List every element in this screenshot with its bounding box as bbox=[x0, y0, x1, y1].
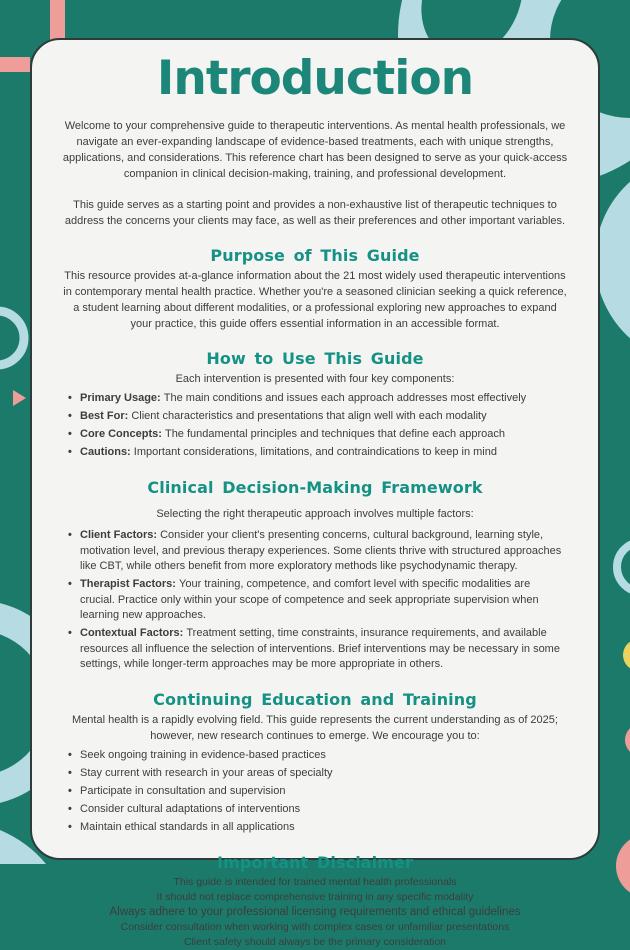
how-to-bullet: • Best For: Client characteristics and presentations that align well with each modality bbox=[68, 409, 568, 425]
education-bullet-list bbox=[68, 748, 568, 838]
ring-decoration-icon bbox=[0, 311, 24, 365]
section-heading-disclaimer: Important Disclaimer bbox=[217, 853, 413, 873]
education-bullet: • Consider cultural adaptations of interventions bbox=[68, 802, 568, 818]
education-lead: Mental health is a rapidly evolving field. This guide represents the current understanding as of 2025; however, new research continues to emerge. We encourage you to: bbox=[72, 714, 558, 743]
how-to-lead: Each intervention is presented with four key components: bbox=[175, 373, 455, 386]
how-to-bullet-list bbox=[68, 391, 568, 463]
section-heading-framework: Clinical Decision-Making Framework bbox=[147, 478, 483, 498]
triangle-decoration-icon bbox=[13, 390, 26, 406]
disclaimer-line: Always adhere to your professional licensing requirements and ethical guidelines bbox=[109, 906, 521, 919]
education-bullet: • Participate in consultation and supervision bbox=[68, 784, 568, 800]
pink-dot-icon bbox=[625, 724, 630, 756]
education-bullet: • Seek ongoing training in evidence-based practices bbox=[68, 748, 568, 764]
framework-bullet-label: Client Factors: bbox=[80, 529, 161, 542]
framework-bullet-label: Therapist Factors: bbox=[80, 578, 180, 591]
purpose-body: This resource provides at-a-glance information about the 21 most widely used therapeutic interventions in contemporary mental health practice. Whether you're a seasoned clinician seeking a quick reference, a student learning about different modalities, or a professional exploring new approaches to expand your practice, this guide offers essential information in an accessible format. bbox=[63, 270, 567, 331]
disclaimer-line: Client safety should always be the primary consideration bbox=[183, 936, 447, 949]
how-to-bullet: • Core Concepts: The fundamental principles and techniques that define each approach bbox=[68, 427, 568, 443]
framework-lead: Selecting the right therapeutic approach involves multiple factors: bbox=[156, 508, 474, 521]
education-bullet: • Maintain ethical standards in all applications bbox=[68, 820, 568, 836]
intro-paragraph: Welcome to your comprehensive guide to therapeutic interventions. As mental health professionals, we navigate an ever-expanding landscape of evidence-based treatments, each with unique strengths, applications, and considerations. This reference chart has been designed to serve as your quick-access companion in clinical decision-making, training, and professional development. bbox=[62, 120, 568, 181]
intro-card bbox=[30, 38, 600, 949]
how-to-bullet-label: Cautions: bbox=[80, 446, 134, 459]
circle-decoration-icon bbox=[595, 155, 630, 365]
framework-bullet-list bbox=[68, 528, 568, 675]
intro-paragraph: This guide serves as a starting point and provides a non-exhaustive list of therapeutic techniques to address the concerns your clients may face, as well as their preferences and other important variables. bbox=[64, 199, 566, 228]
how-to-bullet-label: Primary Usage: bbox=[80, 392, 164, 405]
how-to-bullet-label: Best For: bbox=[80, 410, 132, 423]
framework-bullet: • Client Factors: Consider your client's presenting concerns, cultural background, learning style, motivation level, and previous therapy experiences. Some clients thrive with structured approaches like CBT, while others benefit from more exploratory methods like psychodynamic therapy. bbox=[68, 528, 568, 575]
framework-bullet-label: Contextual Factors: bbox=[80, 627, 187, 640]
framework-bullet: • Contextual Factors: Treatment setting, time constraints, insurance requirements, and available resources all influence the selection of interventions. Brief interventions may be necessary in some settings, while longer-term approaches may be more appropriate in others. bbox=[68, 626, 568, 673]
section-heading-how-to: How to Use This Guide bbox=[206, 349, 424, 369]
how-to-bullet: • Primary Usage: The main conditions and issues each approach addresses most effectively bbox=[68, 391, 568, 407]
framework-bullet: • Therapist Factors: Your training, competence, and comfort level with specific modalities are crucial. Practice only within your scope of competence and seek appropriate supervision when learning new approaches. bbox=[68, 577, 568, 624]
disclaimer-line: Consider consultation when working with complex cases or unfamiliar presentations bbox=[120, 921, 510, 934]
disclaimer-line: It should not replace comprehensive training in any specific modality bbox=[156, 891, 474, 904]
yellow-dot-icon bbox=[623, 639, 630, 671]
section-heading-purpose: Purpose of This Guide bbox=[210, 246, 420, 266]
how-to-bullet: • Cautions: Important considerations, limitations, and contraindications to keep in mind bbox=[68, 445, 568, 461]
section-heading-education: Continuing Education and Training bbox=[153, 690, 477, 710]
pink-blob-icon bbox=[616, 834, 630, 898]
ring-decoration-icon bbox=[617, 542, 630, 592]
how-to-bullet-label: Core Concepts: bbox=[80, 428, 165, 441]
disclaimer-line: This guide is intended for trained mental health professionals bbox=[173, 876, 457, 889]
page-title: Introduction bbox=[156, 51, 474, 106]
education-bullet: • Stay current with research in your areas of specialty bbox=[68, 766, 568, 782]
disclaimer-lines bbox=[62, 875, 568, 950]
